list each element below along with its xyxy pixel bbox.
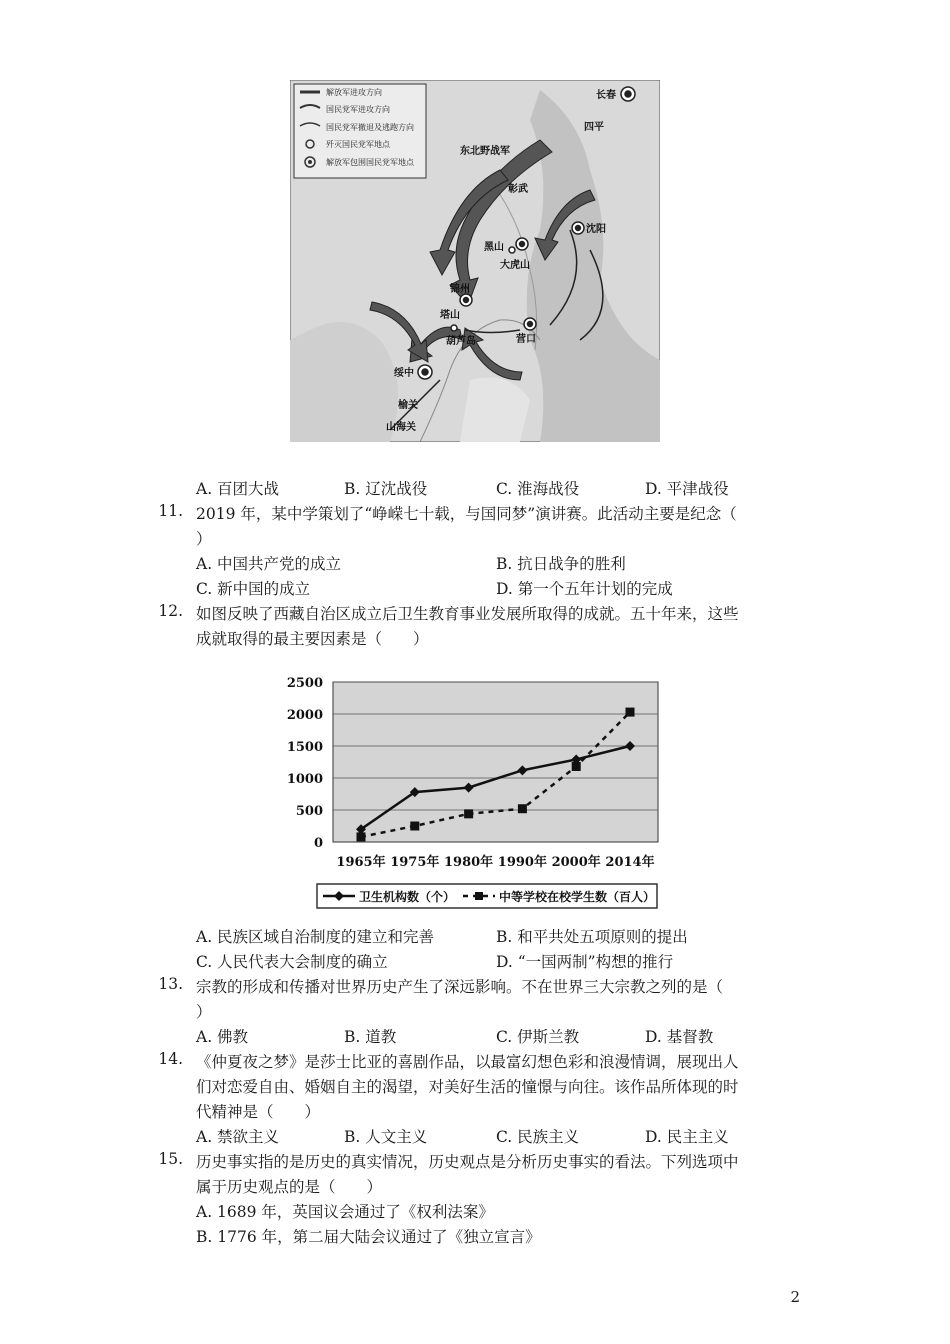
q10-option-a[interactable]: A. 百团大战 (196, 480, 280, 498)
page-number: 2 (790, 1288, 800, 1306)
y-tick-label: 500 (295, 804, 323, 819)
place-label: 锦州 (450, 284, 470, 295)
legend-item: 歼灭国民党军地点 (326, 140, 390, 149)
q14-option-d[interactable]: D. 民主主义 (645, 1128, 729, 1146)
place-label: 塔山 (440, 310, 460, 321)
q15-stem: 属于历史观点的是（ ） (196, 1178, 383, 1196)
q12-option-d[interactable]: D. “一国两制”构想的推行 (496, 953, 674, 971)
x-tick-label: 1980年 (444, 855, 494, 870)
q14-option-a[interactable]: A. 禁欲主义 (196, 1128, 280, 1146)
q13-stem-end: ） (196, 1003, 212, 1021)
place-label: 东北野战军 (460, 146, 510, 157)
q14-stem: 们对恋爱自由、婚姻自主的渴望，对美好生活的憧憬与向往。该作品所体现的时 (196, 1078, 739, 1096)
place-label: 葫芦岛 (446, 336, 476, 347)
x-tick-label: 2014年 (605, 855, 655, 870)
x-tick-label: 1990年 (497, 855, 547, 870)
q11-stem-end: ） (196, 530, 212, 548)
question-number: 14. (158, 1050, 183, 1068)
question-number: 13. (158, 975, 183, 993)
place-label: 营口 (516, 334, 536, 345)
q12-option-b[interactable]: B. 和平共处五项原则的提出 (496, 928, 688, 946)
place-label: 榆关 (398, 400, 418, 411)
data-point-students (626, 708, 635, 717)
q14-option-c[interactable]: C. 民族主义 (496, 1128, 580, 1146)
q11-option-c[interactable]: C. 新中国的成立 (196, 580, 311, 598)
data-point-students (572, 762, 581, 771)
place-label: 沈阳 (586, 224, 606, 235)
y-tick-label: 1500 (286, 740, 323, 755)
q13-option-d[interactable]: D. 基督教 (645, 1028, 714, 1046)
q10-option-d[interactable]: D. 平津战役 (645, 480, 729, 498)
q13-option-a[interactable]: A. 佛教 (196, 1028, 249, 1046)
liaoshen-campaign-map (290, 80, 660, 442)
x-tick-label: 1965年 (336, 855, 386, 870)
legend-item: 国民党军撤退及逃跑方向 (326, 123, 414, 132)
legend-label-students: 中等学校在校学生数（百人） (499, 890, 656, 904)
question-number: 12. (158, 602, 183, 620)
q11-option-d[interactable]: D. 第一个五年计划的完成 (496, 580, 673, 598)
place-label: 山海关 (386, 422, 416, 433)
place-label: 彰武 (508, 184, 528, 195)
q12-stem: 如图反映了西藏自治区成立后卫生教育事业发展所取得的成就。五十年来，这些 (196, 605, 739, 623)
x-tick-label: 2000年 (551, 855, 601, 870)
data-point-students (464, 809, 473, 818)
y-tick-label: 0 (313, 836, 323, 851)
question-number: 15. (158, 1150, 183, 1168)
data-point-students (410, 822, 419, 831)
q12-option-a[interactable]: A. 民族区域自治制度的建立和完善 (196, 928, 435, 946)
q15-option-a[interactable]: A. 1689 年，英国议会通过了《权利法案》 (196, 1203, 494, 1221)
q12-stem: 成就取得的最主要因素是（ ） (196, 630, 429, 648)
q13-stem: 宗教的形成和传播对世界历史产生了深远影响。不在世界三大宗教之列的是（ (196, 978, 724, 996)
q11-stem: 2019 年，某中学策划了“峥嵘七十载，与国同梦”演讲赛。此活动主要是纪念（ (196, 505, 737, 523)
place-label: 长春 (596, 90, 616, 101)
x-tick-label: 1975年 (390, 855, 440, 870)
y-tick-label: 1000 (286, 772, 323, 787)
y-tick-label: 2000 (286, 708, 323, 723)
y-tick-label: 2500 (286, 676, 323, 691)
q10-option-c[interactable]: C. 淮海战役 (496, 480, 580, 498)
q10-option-b[interactable]: B. 辽沈战役 (344, 480, 428, 498)
place-label: 大虎山 (500, 260, 530, 271)
q14-stem: 代精神是（ ） (196, 1103, 321, 1121)
q11-option-a[interactable]: A. 中国共产党的成立 (196, 555, 342, 573)
q14-option-b[interactable]: B. 人文主义 (344, 1128, 428, 1146)
legend-marker-students (475, 892, 483, 900)
q15-option-b[interactable]: B. 1776 年，第二届大陆会议通过了《独立宣言》 (196, 1228, 541, 1246)
data-point-students (357, 832, 366, 841)
plot-area (333, 682, 658, 842)
q13-option-c[interactable]: C. 伊斯兰教 (496, 1028, 580, 1046)
place-label: 绥中 (394, 368, 414, 379)
place-label: 黑山 (484, 242, 504, 253)
legend-item: 国民党军进攻方向 (326, 105, 390, 114)
data-point-students (518, 804, 527, 813)
tibet-development-chart (285, 672, 670, 912)
map-legend (294, 84, 426, 178)
legend-label-health: 卫生机构数（个） (359, 890, 456, 904)
legend-item: 解放军进攻方向 (326, 88, 382, 97)
q14-stem: 《仲夏夜之梦》是莎士比亚的喜剧作品，以最富幻想色彩和浪漫情调，展现出人 (196, 1053, 739, 1071)
place-label: 四平 (584, 122, 604, 133)
legend-item: 解放军包围国民党军地点 (326, 158, 414, 167)
q13-option-b[interactable]: B. 道教 (344, 1028, 397, 1046)
q12-option-c[interactable]: C. 人民代表大会制度的确立 (196, 953, 388, 971)
question-number: 11. (158, 502, 183, 520)
q15-stem: 历史事实指的是历史的真实情况，历史观点是分析历史事实的看法。下列选项中 (196, 1153, 739, 1171)
q11-option-b[interactable]: B. 抗日战争的胜利 (496, 555, 626, 573)
